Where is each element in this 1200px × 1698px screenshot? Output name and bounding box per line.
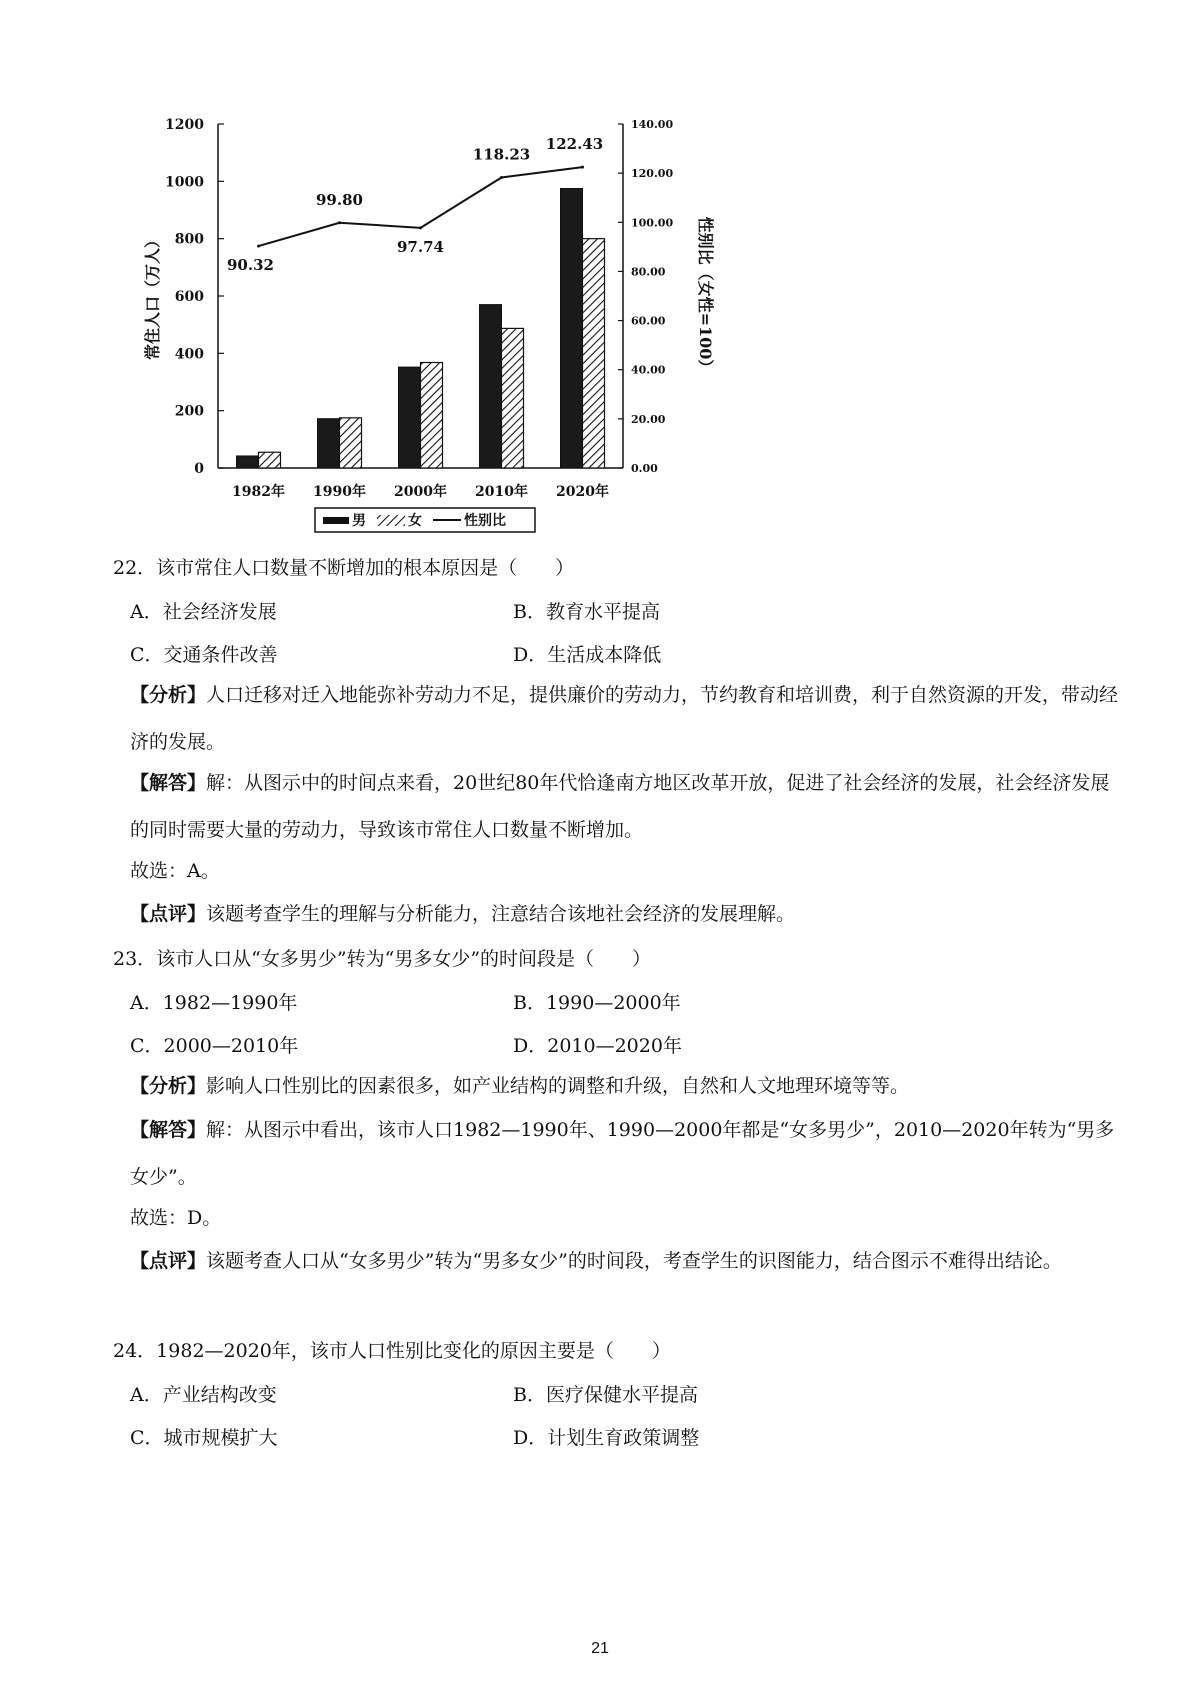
sex-ratio-point [257, 245, 260, 248]
sex-ratio-line [259, 167, 583, 246]
q22-answer [130, 760, 1120, 854]
y-right-tick-label: 20.00 [631, 412, 666, 426]
y-tick-label: 0 [194, 461, 204, 477]
q23-option-a: A．1982—1990年 [130, 992, 298, 1014]
sex-ratio-data-label: 122.43 [545, 135, 604, 154]
bar-male [318, 419, 340, 468]
q22-analysis-text: 人口迁移对迁入地能弥补劳动力不足，提供廉价的劳动力，节约教育和培训费，利于自然资源的开发，带动经济的发展。 [130, 684, 1119, 753]
q22-option-c: C．交通条件改善 [130, 644, 278, 666]
y-tick-label: 200 [174, 403, 204, 420]
y-right-tick-label: 140.00 [631, 118, 674, 131]
x-tick-label: 1982年 [232, 484, 285, 500]
sex-ratio-point [581, 166, 584, 169]
legend-label-ratio: 性别比 [464, 513, 506, 529]
bar-female [259, 452, 281, 468]
y-right-tick-label: 0.00 [631, 462, 658, 475]
legend-swatch-male [323, 517, 349, 524]
population-chart [140, 110, 740, 590]
y-tick-label: 600 [174, 289, 204, 305]
sex-ratio-data-label: 118.23 [472, 145, 531, 164]
legend-label-female: 女 [408, 513, 422, 529]
bar-male [399, 367, 421, 468]
q23-choice: 故选：D。 [130, 1207, 222, 1229]
q22-comment-tag: 【点评】 [130, 903, 207, 925]
x-tick-label: 2010年 [475, 484, 528, 500]
q23-answer [130, 1107, 1120, 1201]
y-axis-title: 常住人口（万人） [143, 231, 162, 361]
y-tick-label: 400 [174, 346, 204, 363]
q22-answer-tag: 【解答】 [130, 772, 207, 794]
bar-female [421, 363, 443, 468]
q23-comment-text: 该题考查人口从“女多男少”转为“男多女少”的时间段，考查学生的识图能力，结合图示不难得出结论。 [206, 1250, 1062, 1272]
q22-comment [130, 891, 1120, 938]
bar-male [480, 305, 502, 468]
q23-analysis-text: 影响人口性别比的因素很多，如产业结构的调整和升级，自然和人文地理环境等等。 [206, 1075, 910, 1097]
q22-answer-text: 解：从图示中的时间点来看，20世纪80年代恰逢南方地区改革开放，促进了社会经济的发展，社会经济发展的同时需要大量的劳动力，导致该市常住人口数量不断增加。 [130, 772, 1110, 841]
x-tick-label: 2000年 [394, 484, 447, 500]
q23-answer-tag: 【解答】 [130, 1119, 207, 1141]
question-23-stem: 23．该市人口从“女多男少”转为“男多女少”的时间段是（ ） [113, 948, 652, 970]
q22-option-b: B．教育水平提高 [513, 601, 660, 623]
page-number: 21 [591, 1640, 609, 1657]
sex-ratio-data-label: 99.80 [316, 190, 363, 209]
q23-option-b: B．1990—2000年 [513, 992, 681, 1014]
y-right-axis-title: 性别比（女性=100） [696, 216, 715, 376]
x-tick-label: 1990年 [313, 484, 366, 500]
legend-swatch-female [377, 515, 405, 526]
bar-male [237, 456, 259, 468]
sex-ratio-point [419, 226, 422, 229]
q24-option-c: C．城市规模扩大 [130, 1427, 278, 1449]
y-tick-label: 1200 [165, 117, 204, 133]
bar-male [561, 189, 583, 469]
y-tick-label: 1000 [165, 174, 204, 191]
q23-option-c: C．2000—2010年 [130, 1035, 299, 1057]
q23-answer-text: 解：从图示中看出，该市人口1982—1990年、1990—2000年都是“女多男少”，2010—2020年转为“男多女少”。 [130, 1119, 1115, 1188]
sex-ratio-data-label: 97.74 [397, 237, 444, 256]
q23-option-d: D．2010—2020年 [513, 1035, 682, 1057]
legend-label-male: 男 [352, 513, 366, 529]
sex-ratio-data-label: 90.32 [227, 256, 274, 275]
y-right-tick-label: 120.00 [631, 167, 674, 181]
question-24-stem: 24．1982—2020年，该市人口性别比变化的原因主要是（ ） [113, 1340, 671, 1362]
sex-ratio-point [500, 176, 503, 179]
q22-option-a: A．社会经济发展 [130, 601, 277, 623]
q22-choice: 故选：A。 [130, 860, 220, 882]
q22-comment-text: 该题考查学生的理解与分析能力，注意结合该地社会经济的发展理解。 [206, 903, 796, 925]
q23-analysis-tag: 【分析】 [130, 1075, 207, 1097]
q23-comment-tag: 【点评】 [130, 1250, 207, 1272]
bar-female [502, 328, 524, 468]
y-right-tick-label: 40.00 [631, 363, 666, 377]
q22-analysis [130, 672, 1120, 766]
y-right-tick-label: 60.00 [631, 314, 666, 328]
question-22-stem: 22．该市常住人口数量不断增加的根本原因是（ ） [113, 557, 575, 579]
y-right-tick-label: 100.00 [631, 216, 674, 230]
y-right-tick-label: 80.00 [631, 265, 666, 279]
bar-female [583, 239, 605, 468]
q23-comment [130, 1238, 1120, 1285]
bar-female [340, 418, 362, 468]
y-tick-label: 800 [174, 231, 204, 248]
q22-option-d: D．生活成本降低 [513, 644, 662, 666]
sex-ratio-point [338, 221, 341, 224]
x-tick-label: 2020年 [556, 484, 609, 500]
q24-option-a: A．产业结构改变 [130, 1384, 277, 1406]
q24-option-b: B．医疗保健水平提高 [513, 1384, 698, 1406]
q22-analysis-tag: 【分析】 [130, 684, 207, 706]
q24-option-d: D．计划生育政策调整 [513, 1427, 700, 1449]
q23-analysis [130, 1063, 1120, 1110]
